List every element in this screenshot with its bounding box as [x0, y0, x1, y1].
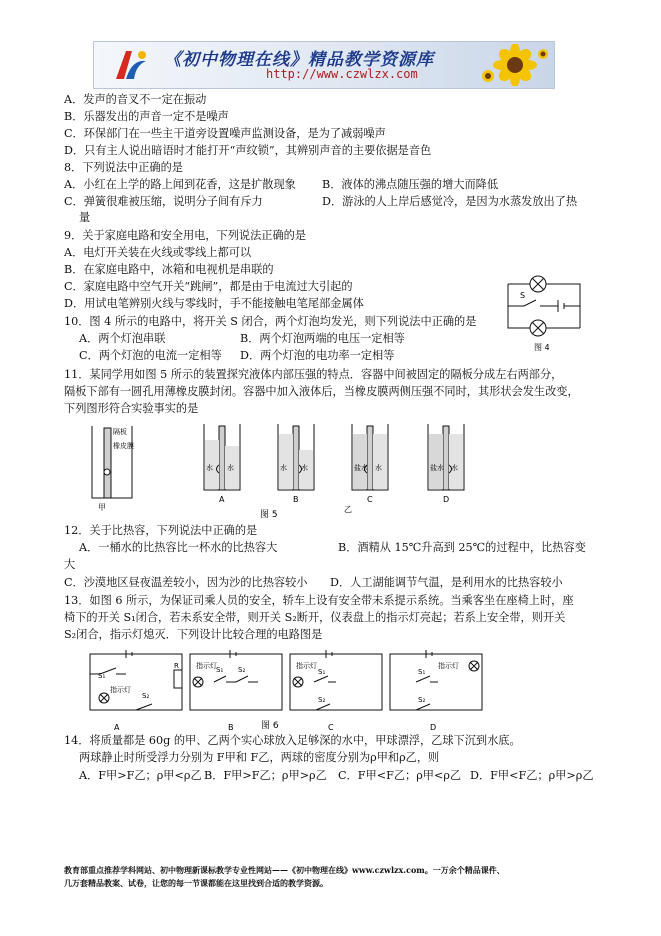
fig6-a-s2: S₂ [142, 692, 150, 700]
fig4-caption: 图 4 [534, 343, 550, 352]
q13-stem-3: S₂闭合，指示灯熄灭．下列设计比较合理的电路图是 [64, 628, 323, 641]
fig6-b-lamp: 指示灯 [196, 662, 217, 670]
fig5-label-a: A [219, 495, 225, 504]
q8-option-d: D．游泳的人上岸后感觉冷，是因为水蒸发放出了热 [322, 195, 578, 208]
q12-stem: 12．关于比热容，下列说法中正确的是 [64, 524, 258, 537]
fig6-label-c: C [328, 723, 334, 732]
fig6-c-lamp: 指示灯 [296, 662, 317, 670]
q12-option-b-cont: 大 [64, 558, 76, 571]
q10-option-d: D．两个灯泡的电功率一定相等 [240, 349, 395, 362]
q10-stem: 10．图 4 所示的电路中，将开关 S 闭合，两个灯泡均发光，则下列说法中正确的是 [64, 315, 477, 328]
q9-option-b: B．在家庭电路中，冰箱和电视机是串联的 [64, 263, 274, 276]
fig6-caption: 图 6 [261, 721, 279, 731]
q12-option-c: C．沙漠地区昼夜温差较小，因为沙的比热容较小 [64, 576, 308, 589]
fig6-b-s1: S₁ [216, 666, 224, 674]
fig5-a-water-left: 水 [206, 464, 213, 472]
fig5-d-water: 水 [451, 464, 458, 472]
q7-option-c: C．环保部门在一些主干道旁设置噪声监测设备，是为了减弱噪声 [64, 127, 386, 140]
figure-5-containers [86, 420, 486, 520]
q9-option-c: C．家庭电路中空气开关“跳闸”，都是由于电流过大引起的 [64, 280, 353, 293]
fig6-label-d: D [430, 723, 437, 732]
fig6-a-s1: S₁ [98, 672, 106, 680]
fig5-b-water-left: 水 [280, 464, 287, 472]
q8-option-a: A．小红在上学的路上闻到花香，这是扩散现象 [64, 178, 296, 191]
q8-option-b: B．液体的沸点随压强的增大而降低 [322, 178, 499, 191]
fig5-membrane-label: 橡皮膜 [113, 442, 134, 450]
fig6-label-b: B [228, 723, 234, 732]
sunflower-icon [480, 44, 550, 86]
figure-6-circuits [86, 646, 506, 732]
fig5-b-water-right: 水 [301, 464, 308, 472]
fig6-c-s2: S₂ [318, 696, 326, 704]
q10-option-a: A．两个灯泡串联 [79, 332, 166, 345]
q8-option-c: C．弹簧很难被压缩，说明分子间有斥力 [64, 195, 263, 208]
q10-option-b: B．两个灯泡两端的电压一定相等 [240, 332, 405, 345]
fig6-label-a: A [114, 723, 120, 732]
fig6-d-lamp: 指示灯 [438, 662, 459, 670]
q8-option-d-cont: 量 [79, 211, 91, 224]
q13-stem-1: 13．如图 6 所示，为保证司乘人员的安全，轿车上设有安全带未系提示系统。当乘客坐在座椅上时，座 [64, 594, 574, 607]
q7-option-b: B．乐器发出的声音一定不是噪声 [64, 110, 229, 123]
fig5-label-b: B [293, 495, 299, 504]
fig6-d-s2: S₂ [418, 696, 426, 704]
fig5-partition-label: 隔板 [113, 428, 127, 436]
q14-option-a: A．F甲>F乙；ρ甲<ρ乙 [79, 769, 202, 782]
q12-option-a: A．一桶水的比热容比一杯水的比热容大 [79, 541, 278, 554]
q9-option-a: A．电灯开关装在火线或零线上都可以 [64, 246, 252, 259]
fig5-yi-label: 乙 [344, 505, 352, 514]
site-logo-icon [112, 47, 150, 83]
fig6-a-lamp: 指示灯 [110, 686, 131, 694]
q9-option-d: D．用试电笔辨别火线与零线时，手不能接触电笔尾部金属体 [64, 297, 364, 310]
q7-option-a: A．发声的音叉不一定在振动 [64, 93, 207, 106]
fig5-jia-label: 甲 [98, 503, 106, 512]
q12-option-b: B．酒精从 15℃升高到 25℃的过程中，比热容变 [338, 541, 586, 554]
q7-option-d: D．只有主人说出暗语时才能打开“声纹锁”，其辨别声音的主要依据是音色 [64, 144, 432, 157]
q14-stem-2: 两球静止时所受浮力分别为 F甲和 F乙，两球的密度分别为ρ甲和ρ乙，则 [79, 751, 440, 764]
fig5-c-brine: 盐水 [354, 464, 368, 472]
fig6-d-s1: S₁ [418, 668, 426, 676]
header-banner [93, 41, 555, 89]
q14-option-b: B．F甲>F乙；ρ甲>ρ乙 [204, 769, 327, 782]
fig6-b-s2: S₂ [238, 666, 246, 674]
q11-stem-3: 下列图形符合实验事实的是 [64, 402, 199, 415]
q14-stem-1: 14．将质量都是 60g 的甲、乙两个实心球放入足够深的水中，甲球漂浮，乙球下沉到水底。 [64, 734, 521, 747]
fig6-a-r: R [174, 662, 179, 670]
q9-stem: 9．关于家庭电路和安全用电，下列说法正确的是 [64, 229, 307, 242]
footer-line-2: 几万套精品教案、试卷，让您的每一节课都能在这里找到合适的教学资源。 [64, 878, 328, 888]
banner-title: 《初中物理在线》精品教学资源库 [164, 50, 434, 70]
q14-option-c: C．F甲<F乙；ρ甲<ρ乙 [338, 769, 462, 782]
q8-stem: 8．下列说法中正确的是 [64, 161, 183, 174]
fig5-d-brine: 盐水 [430, 464, 444, 472]
q10-option-c: C．两个灯泡的电流一定相等 [79, 349, 222, 362]
q11-stem-2: 隔板下部有一圆孔用薄橡皮膜封闭。容器中加入液体后，当橡皮膜两侧压强不同时，其形状会发生改变， [64, 385, 579, 398]
q14-option-d: D．F甲<F乙；ρ甲>ρ乙 [470, 769, 594, 782]
fig5-caption: 图 5 [260, 510, 278, 520]
fig5-label-d: D [443, 495, 450, 504]
fig5-label-c: C [367, 495, 373, 504]
footer-line-1: 教育部重点推荐学科网站、初中物理新课标教学专业性网站——《初中物理在线》www.czwlzx.com。一万余个精品课件、 [64, 865, 505, 875]
fig6-c-s1: S₁ [318, 668, 326, 676]
fig5-a-water-right: 水 [227, 464, 234, 472]
banner-url[interactable]: http://www.czwlzx.com [266, 67, 418, 81]
figure-4-circuit [500, 268, 590, 360]
q11-stem-1: 11．某同学用如图 5 所示的装置探究液体内部压强的特点．容器中间被固定的隔板分成左右两部分， [64, 368, 563, 381]
q13-stem-2: 椅下的开关 S₁闭合，若未系安全带，则开关 S₂断开，仪表盘上的指示灯亮起；若系上安全带，则开关 [64, 611, 566, 624]
fig5-c-water: 水 [375, 464, 382, 472]
q12-option-d: D．人工湖能调节气温，是利用水的比热容较小 [330, 576, 563, 589]
fig4-switch-label: S [520, 291, 526, 300]
